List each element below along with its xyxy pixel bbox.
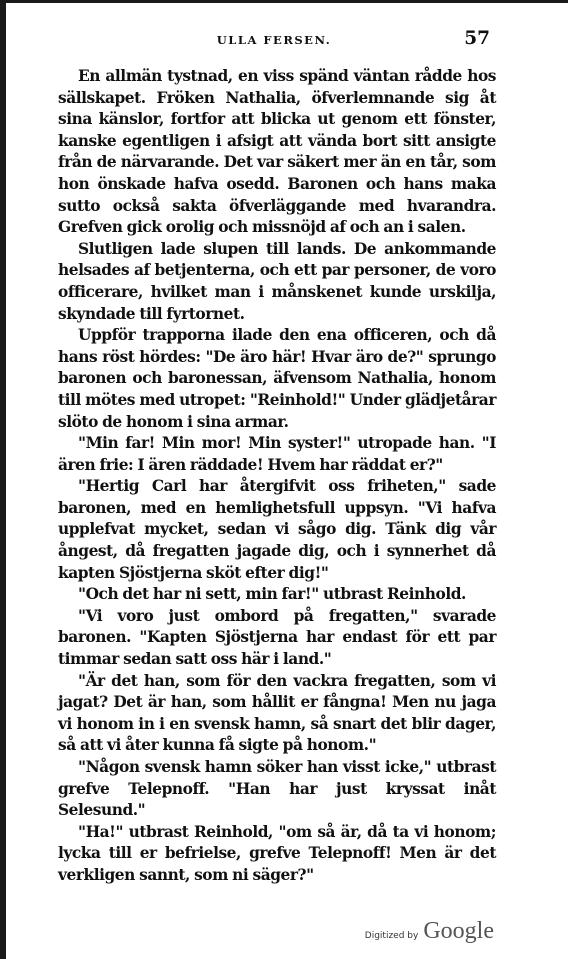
google-logo: Google	[423, 918, 494, 944]
running-head: ULLA FERSEN.	[216, 33, 332, 47]
paragraph: Slutligen lade slupen till lands. De ankommande helsades af betjenterna, och ett par personer, de voro officerare, hvilket man i månskenet kunde urskilja, skyndade till fyrtornet.	[58, 239, 496, 323]
page-top-edge	[0, 0, 568, 3]
paragraph: "Och det har ni sett, min far!" utbrast Reinhold.	[78, 585, 466, 604]
paragraph: "Hertig Carl har återgifvit oss friheten," sade baronen, med en hemlighetsfull uppsyn. "Vi hafva upplefvat mycket, sedan vi sågo dig. Tänk dig vår ångest, då fregatten jagade dig, och i synnerhet då kapten Sjöstjerna sköt efter dig!"	[58, 477, 496, 582]
digitized-label: Digitized by	[364, 931, 419, 941]
page-number: 57	[464, 28, 490, 49]
paragraph: "Någon svensk hamn söker han visst icke," utbrast grefve Telepnoff. "Han har just kryssat inåt Selesund."	[58, 758, 496, 820]
page-binding-edge	[0, 0, 6, 959]
paragraph: "Är det han, som för den vackra fregatten, som vi jagat? Det är han, som hållit er fångna! Men nu jaga vi honom in i en svensk hamn, så snart det blir dager, så att vi åter kunna få sigte på honom."	[58, 671, 496, 755]
paragraph: "Vi voro just ombord på fregatten," svarade baronen. "Kapten Sjöstjerna har endast för ett par timmar sedan satt oss här i land."	[58, 606, 496, 669]
paragraph: "Min far! Min mor! Min syster!" utropade han. "I ären frie: I ären räddade! Hvem har räddat er?"	[58, 434, 496, 474]
digitized-watermark	[365, 918, 494, 948]
paragraph: Uppför trapporna ilade den ena officeren, och då hans röst hördes: "De äro här! Hvar äro de?" sprungo baronen och baronessan, äfvensom Nathalia, honom till mötes med utropet: "Reinhold!" Under glädjetårar slöto de honom i sina armar.	[58, 326, 496, 431]
page-header	[58, 30, 490, 60]
body-text	[58, 66, 496, 887]
paragraph: "Ha!" utbrast Reinhold, "om så är, då ta vi honom; lycka till er befrielse, grefve Telepnoff! Men är det verkligen sannt, som ni säger?"	[58, 822, 496, 884]
paragraph: En allmän tystnad, en viss spänd väntan rådde hos sällskapet. Fröken Nathalia, öfverlemnande sig åt sina känslor, fortfor att blicka ut genom ett fönster, kanske egentligen i afsigt att vända bort sitt ansigte från de närvarande. Det var säkert mer än en tår, som hon önskade hafva osedd. Baronen och hans maka sutto också sakta öfverläggande med hvarandra. Grefven gick orolig och missnöjd af och an i salen.	[58, 67, 496, 237]
